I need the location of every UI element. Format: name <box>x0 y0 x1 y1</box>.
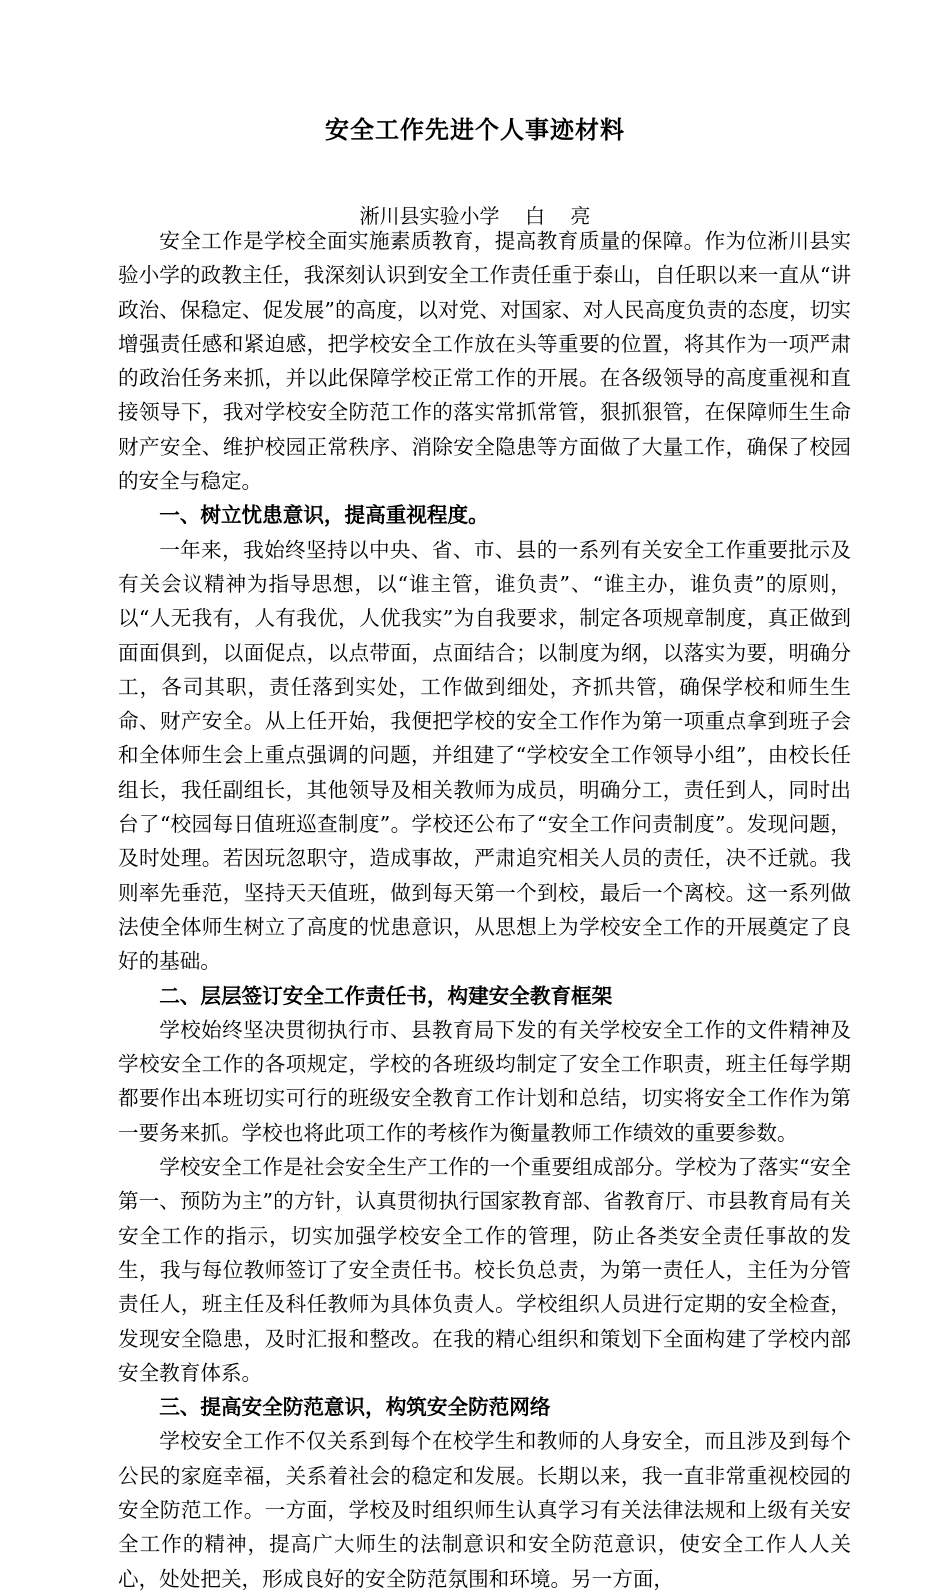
section-heading-3: 三、提高安全防范意识，构筑安全防范网络 <box>159 1395 551 1420</box>
paragraph-intro: 安全工作是学校全面实施素质教育，提高教育质量的保障。作为位淅川县实验小学的政教主任，我深刻认识到安全工作责任重于泰山，自任职以来一直从“讲政治、保稳定、促发展”的高度，以对党、对国家、对人民高度负责的态度，切实增强责任感和紧迫感，把学校安全工作放在头等重要的位置，将其作为一项严肃的政治任务来抓，并以此保障学校正常工作的开展。在各级领导的高度重视和直接领导下，我对学校安全防范工作的落实常抓常管，狠抓狠管，在保障师生生命财产安全、维护校园正常秩序、消除安全隐患等方面做了大量工作，确保了校园的安全与稳定。 <box>118 229 851 494</box>
paragraph-section-2b: 学校安全工作是社会安全生产工作的一个重要组成部分。学校为了落实“安全第一、预防为主”的方针，认真贯彻执行国家教育部、省教育厅、市县教育局有关安全工作的指示，切实加强学校安全工作的管理，防止各类安全责任事故的发生，我与每位教师签订了安全责任书。校长负总责，为第一责任人，主任为分管责任人，班主任及科任教师为具体负责人。学校组织人员进行定期的安全检查，发现安全隐患，及时汇报和整改。在我的精心组织和策划下全面构建了学校内部安全教育体系。 <box>118 1155 851 1385</box>
section-heading-2: 二、层层签订安全工作责任书，构建安全教育框架 <box>159 983 613 1008</box>
document-body <box>118 224 851 1596</box>
paragraph-section-2a: 学校始终坚决贯彻执行市、县教育局下发的有关学校安全工作的文件精神及学校安全工作的各项规定，学校的各班级均制定了安全工作职责，班主任每学期都要作出本班切实可行的班级安全教育工作计划和总结，切实将安全工作作为第一要务来抓。学校也将此项工作的考核作为衡量教师工作绩效的重要参数。 <box>118 1017 851 1145</box>
document-title: 安全工作先进个人事迹材料 <box>325 115 625 144</box>
paragraph-section-3: 学校安全工作不仅关系到每个在校学生和教师的人身安全，而且涉及到每个公民的家庭幸福，关系着社会的稳定和发展。长期以来，我一直非常重视校园的安全防范工作。一方面，学校及时组织师生认真学习有关法律法规和上级有关安全工作的精神，提高广大师生的法制意识和安全防范意识，使安全工作人人关心，处处把关，形成良好的安全防范氛围和环境。另一方面， <box>118 1429 851 1591</box>
document-byline: 淅川县实验小学 白 亮 <box>359 204 591 228</box>
paragraph-section-1: 一年来，我始终坚持以中央、省、市、县的一系列有关安全工作重要批示及有关会议精神为指导思想，以“谁主管，谁负责”、“谁主办，谁负责”的原则，以“人无我有，人有我优，人优我实”为自我要求，制定各项规章制度，真正做到面面俱到，以面促点，以点带面，点面结合；以制度为纲，以落实为要，明确分工，各司其职，责任落到实处，工作做到细处，齐抓共管，确保学校和师生生命、财产安全。从上任开始，我便把学校的安全工作作为第一项重点拿到班子会和全体师生会上重点强调的问题，并组建了“学校安全工作领导小组”，由校长任组长，我任副组长，其他领导及相关教师为成员，明确分工，责任到人，同时出台了“校园每日值班巡查制度”。学校还公布了“安全工作问责制度”。发现问题，及时处理。若因玩忽职守，造成事故，严肃追究相关人员的责任，决不迁就。我则率先垂范，坚持天天值班，做到每天第一个到校，最后一个离校。这一系列做法使全体师生树立了高度的忧患意识，从思想上为学校安全工作的开展奠定了良好的基础。 <box>118 537 851 974</box>
section-heading-1: 一、树立忧患意识，提高重视程度。 <box>159 503 489 528</box>
